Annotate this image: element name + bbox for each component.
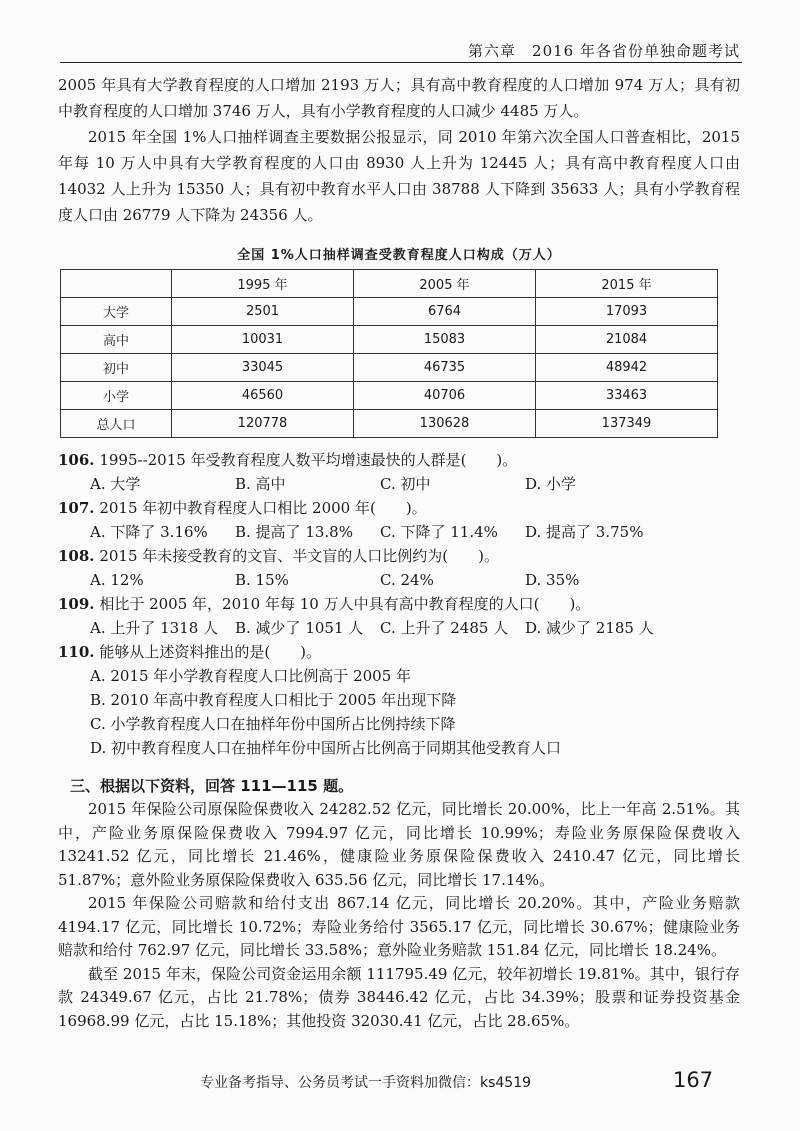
table-cell: 21084 bbox=[536, 326, 718, 354]
question-text: 能够从上述资料推出的是( )。 bbox=[99, 643, 322, 661]
page-number: 167 bbox=[673, 1068, 714, 1092]
question-110 bbox=[58, 640, 740, 664]
options-108 bbox=[58, 568, 740, 592]
table-cell: 6764 bbox=[354, 298, 536, 326]
row-label: 小学 bbox=[61, 382, 172, 410]
question-number: 108. bbox=[58, 547, 95, 565]
table-cell: 137349 bbox=[536, 410, 718, 438]
option-d: D. 小学 bbox=[525, 475, 577, 493]
header-rule bbox=[60, 62, 742, 63]
table-row bbox=[61, 382, 718, 410]
row-label: 总人口 bbox=[61, 410, 172, 438]
column-header: 2005 年 bbox=[354, 270, 536, 298]
table-row bbox=[61, 326, 718, 354]
table-cell: 120778 bbox=[172, 410, 354, 438]
option-b: B. 2010 年高中教育程度人口相比于 2005 年出现下降 bbox=[90, 691, 457, 709]
column-header: 2015 年 bbox=[536, 270, 718, 298]
question-number: 109. bbox=[58, 595, 95, 613]
option-a: A. 大学 bbox=[90, 475, 141, 493]
table-row bbox=[61, 410, 718, 438]
question-text: 1995--2015 年受教育程度人数平均增速最快的人群是( )。 bbox=[99, 451, 518, 469]
table-cell: 130628 bbox=[354, 410, 536, 438]
option-a: A. 上升了 1318 人 bbox=[90, 619, 219, 637]
option-d: D. 提高了 3.75% bbox=[525, 523, 644, 541]
options-109 bbox=[58, 616, 740, 640]
table-cell: 10031 bbox=[172, 326, 354, 354]
section-3-paragraph-1: 2015 年保险公司原保险保费收入 24282.52 亿元，同比增长 20.00%，比上一年高 2.51%。其中，产险业务原保险保费收入 7994.97 亿元，同比增长 10.99%；寿险业务原保险保费收入 13241.52 亿元，同比增长 21.46%，健康险业务原保险保费收入 2410.47 亿元，同比增长 51.87%；意外险业务原保险保费收入 635.56 亿元，同比增长 17.14%。 bbox=[58, 800, 740, 889]
option-c: C. 下降了 11.4% bbox=[380, 523, 498, 541]
table-row bbox=[61, 298, 718, 326]
question-text: 相比于 2005 年，2010 年每 10 万人中具有高中教育程度的人口( )。 bbox=[99, 595, 591, 613]
options-107 bbox=[58, 520, 740, 544]
section-3-paragraph-2: 2015 年保险公司赔款和给付支出 867.14 亿元，同比增长 20.20%。其中，产险业务赔款 4194.17 亿元，同比增长 10.72%；寿险业务给付 3565.17 亿元，同比增长 30.67%；健康险业务赔款和给付 762.97 亿元，同比增长 33.58%；意外险业务赔款 151.84 亿元，同比增长 18.24%。 bbox=[58, 894, 740, 959]
option-b: B. 15% bbox=[235, 571, 289, 589]
education-table bbox=[60, 269, 718, 438]
question-number: 106. bbox=[58, 451, 95, 469]
option-b: B. 减少了 1051 人 bbox=[235, 619, 364, 637]
option-c: C. 24% bbox=[380, 571, 434, 589]
column-header: 1995 年 bbox=[172, 270, 354, 298]
question-107 bbox=[58, 496, 740, 520]
table-cell: 40706 bbox=[354, 382, 536, 410]
table-cell: 2501 bbox=[172, 298, 354, 326]
option-c: C. 上升了 2485 人 bbox=[380, 619, 509, 637]
running-header: 第六章 2016 年各省份单独命题考试 bbox=[468, 42, 740, 60]
table-row bbox=[61, 354, 718, 382]
option-b: B. 高中 bbox=[235, 475, 286, 493]
table-cell: 46560 bbox=[172, 382, 354, 410]
option-c: C. 初中 bbox=[380, 475, 431, 493]
row-label: 初中 bbox=[61, 354, 172, 382]
question-109 bbox=[58, 592, 740, 616]
table-cell: 15083 bbox=[354, 326, 536, 354]
paragraph-1: 2005 年具有大学教育程度的人口增加 2193 万人；具有高中教育程度的人口增加 974 万人；具有初中教育程度的人口增加 3746 万人，具有小学教育程度的人口减少 4485 万人。 bbox=[58, 76, 740, 120]
table-cell: 33045 bbox=[172, 354, 354, 382]
question-text: 2015 年初中教育程度人口相比 2000 年( )。 bbox=[99, 499, 427, 517]
table-header-row bbox=[61, 270, 718, 298]
options-106 bbox=[58, 472, 740, 496]
table-cell: 33463 bbox=[536, 382, 718, 410]
question-text: 2015 年未接受教育的文盲、半文盲的人口比例约为( )。 bbox=[99, 547, 499, 565]
paragraph-2: 2015 年全国 1%人口抽样调查主要数据公报显示，同 2010 年第六次全国人口普查相比，2015 年每 10 万人中具有大学教育程度的人口由 8930 人上升为 12445 人；具有高中教育程度人口由 14032 人上升为 15350 人；具有初中教育水平人口由 38788 人下降到 35633 人；具有小学教育程度人口由 26779 人下降为 24356 人。 bbox=[58, 128, 740, 224]
table-cell: 17093 bbox=[536, 298, 718, 326]
table-cell: 48942 bbox=[536, 354, 718, 382]
option-a: A. 下降了 3.16% bbox=[90, 523, 208, 541]
section-3-paragraph-3: 截至 2015 年末，保险公司资金运用余额 111795.49 亿元，较年初增长 19.81%。其中，银行存款 24349.67 亿元，占比 21.78%；债券 38446.42 亿元，占比 34.39%；股票和证券投资基金 16968.99 亿元，占比 15.18%；其他投资 32030.41 亿元，占比 28.65%。 bbox=[58, 964, 740, 1030]
option-a: A. 12% bbox=[90, 571, 144, 589]
question-106 bbox=[58, 448, 740, 472]
option-c: C. 小学教育程度人口在抽样年份中国所占比例持续下降 bbox=[90, 715, 456, 733]
table-cell: 46735 bbox=[354, 354, 536, 382]
row-label: 高中 bbox=[61, 326, 172, 354]
option-d: D. 减少了 2185 人 bbox=[525, 619, 654, 637]
option-b: B. 提高了 13.8% bbox=[235, 523, 353, 541]
page-content bbox=[58, 72, 740, 1033]
option-d: D. 35% bbox=[525, 571, 580, 589]
section-3-title: 三、根据以下资料，回答 111—115 题。 bbox=[70, 777, 354, 795]
footer-note: 专业备考指导、公务员考试一手资料加微信：ks4519 bbox=[200, 1075, 532, 1091]
question-number: 107. bbox=[58, 499, 95, 517]
table-corner-cell bbox=[61, 270, 172, 298]
table-title: 全国 1%人口抽样调查受教育程度人口构成（万人） bbox=[237, 248, 561, 263]
question-number: 110. bbox=[58, 643, 95, 661]
option-d: D. 初中教育程度人口在抽样年份中国所占比例高于同期其他受教育人口 bbox=[90, 739, 562, 757]
row-label: 大学 bbox=[61, 298, 172, 326]
option-a: A. 2015 年小学教育程度人口比例高于 2005 年 bbox=[90, 667, 412, 685]
question-108 bbox=[58, 544, 740, 568]
question-list bbox=[58, 448, 740, 760]
